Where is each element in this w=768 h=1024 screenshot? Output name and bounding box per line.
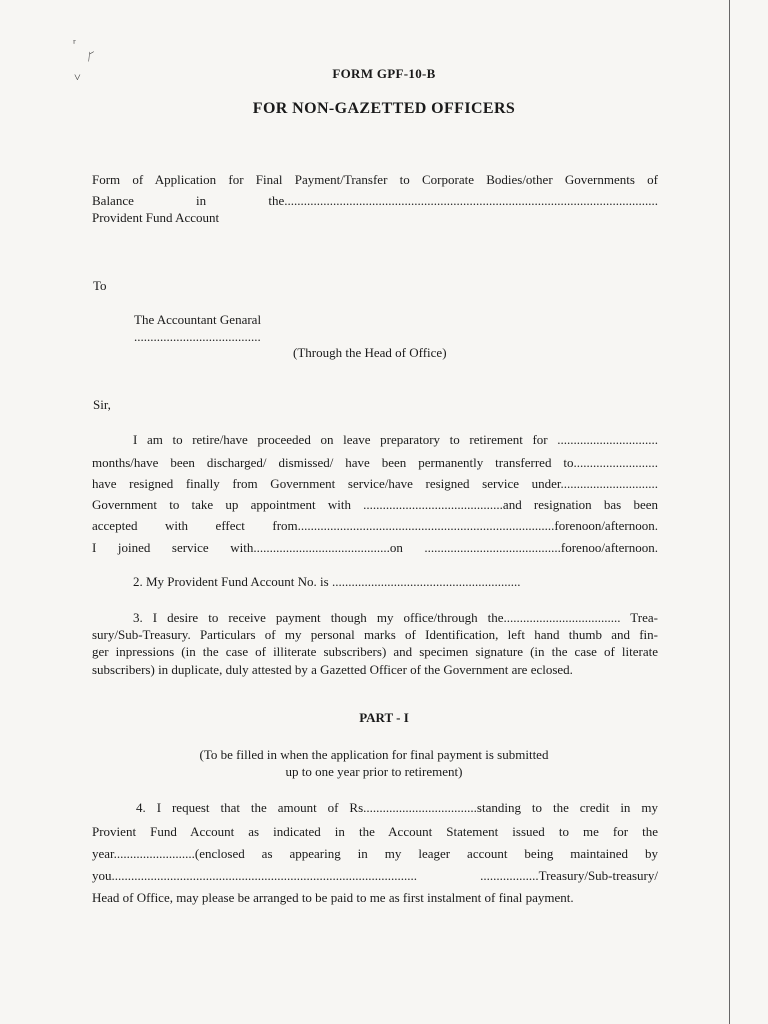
para3-line-2: sury/Sub-Treasury. Particulars of my personal marks of Identification, left hand thumb and fin-: [92, 627, 658, 642]
para3-line-1: 3. I desire to receive payment though my office/through the.................................... Trea-: [133, 610, 658, 625]
page-edge-line: [729, 0, 730, 1024]
para1-line-2: months/have been discharged/ dismissed/ have been permanently transferred to..........................: [92, 455, 658, 470]
addressee: The Accountant Genaral: [134, 312, 262, 327]
form-title: FOR NON-GAZETTED OFFICERS: [252, 100, 516, 117]
through-note: (Through the Head of Office): [293, 345, 447, 360]
para3-line-4: subscribers) in duplicate, duly attested by a Gazetted Officer of the Government are eclosed.: [92, 662, 573, 677]
para1-line-3: have resigned finally from Government service/have resigned service under..............................: [92, 476, 658, 491]
pen-stroke-icon: ⁄⁻: [84, 46, 100, 64]
addressee-dots: .......................................: [134, 329, 261, 344]
para4-line-3: year.........................(enclosed as appearing in my leager account being maintained by: [92, 846, 658, 861]
para3-line-3: ger inpressions (in the case of illiterate subscribers) and specimen signature (in the case of literate: [92, 644, 658, 659]
para4-line-2: Provient Fund Account as indicated in the Account Statement issued to me for the: [92, 824, 658, 839]
to-label: To: [93, 278, 107, 293]
stray-mark-icon: ˅: [74, 70, 81, 84]
stray-mark-icon: ʳ: [73, 36, 76, 50]
para1-line-4: Government to take up appointment with ...........................................and resignation bas been: [92, 497, 658, 512]
part-title: PART - I: [359, 710, 409, 725]
para1-line-1: I am to retire/have proceeded on leave preparatory to retirement for ...............................: [133, 432, 658, 447]
intro-line-3: Provident Fund Account: [92, 210, 220, 225]
part-note-line-1: (To be filled in when the application for final payment is submitted: [199, 747, 549, 762]
intro-line-2: Balance in the...................................................................................................................: [92, 193, 658, 208]
para4-line-5: Head of Office, may please be arranged to be paid to me as first instalment of final payment.: [92, 890, 574, 905]
intro-line-1: Form of Application for Final Payment/Transfer to Corporate Bodies/other Governments of: [92, 172, 658, 187]
para1-line-5: accepted with effect from...............................................................................forenoon/afternoon.: [92, 518, 658, 533]
part-note-line-2: up to one year prior to retirement): [285, 764, 463, 779]
para4-line-1: 4. I request that the amount of Rs...................................standing to the credit in my: [136, 800, 658, 815]
salutation: Sir,: [93, 397, 111, 412]
para2: 2. My Provident Fund Account No. is ..........................................................: [133, 574, 521, 589]
form-number: FORM GPF-10-B: [332, 66, 436, 81]
para4-line-4: you.............................................................................................. ..................Treasury/Sub-treasury/: [92, 868, 658, 883]
para1-line-6: I joined service with..........................................on ..........................................forenoo/afternoon.: [92, 540, 658, 555]
